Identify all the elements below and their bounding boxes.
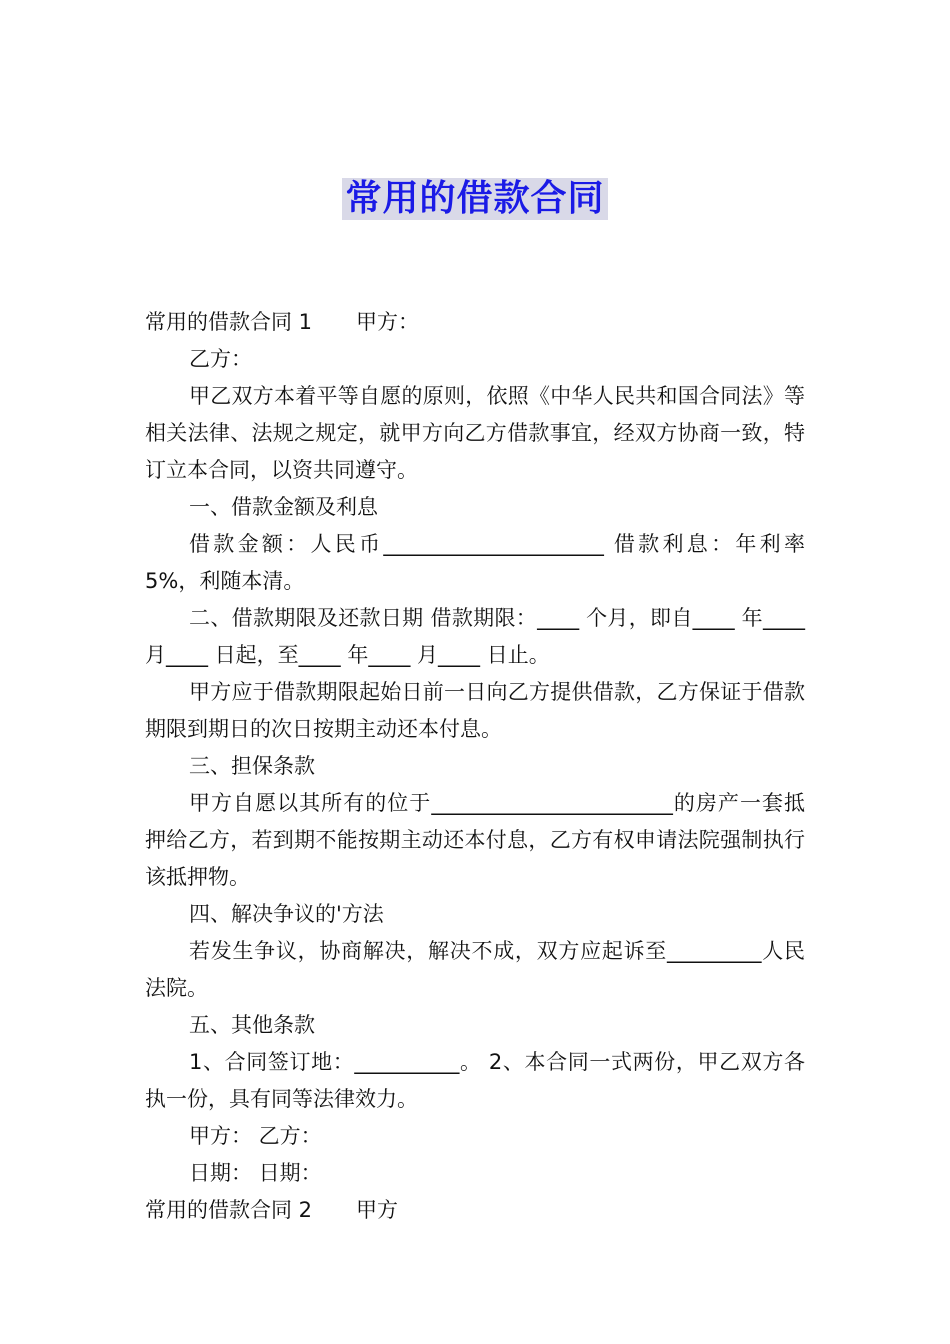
section-heading-contract-1 [145, 304, 805, 341]
document-body [145, 304, 805, 1229]
document-title: 常用的借款合同 [342, 178, 607, 220]
contract-1-label: 常用的借款合同 1 [145, 310, 313, 334]
clause-heading-amount: 一、借款金额及利息 [189, 495, 378, 519]
clause-heading-guarantee: 三、担保条款 [189, 754, 315, 778]
clause-term-paragraph: 二、借款期限及还款日期 借款期限：____ 个月，即自____ 年____ 月____ 日起，至____ 年____ 月____ 日止。 [145, 606, 805, 667]
preamble-paragraph: 甲乙双方本着平等自愿的原则，依照《中华人民共和国合同法》等相关法律、法规之规定，就甲方向乙方借款事宜，经双方协商一致，特订立本合同，以资共同遵守。 [145, 384, 805, 482]
clause-heading-other: 五、其他条款 [189, 1013, 315, 1037]
clause-other-paragraph: 1、合同签订地：__________。 2、本合同一式两份，甲乙双方各执一份，具有同等法律效力。 [145, 1050, 805, 1111]
clause-payment-paragraph: 甲方应于借款期限起始日前一日向乙方提供借款，乙方保证于借款期限到期日的次日按期主动还本付息。 [145, 680, 805, 741]
signature-parties-line: 甲方： 乙方： [189, 1124, 322, 1148]
title-container [0, 178, 950, 220]
contract-2-label: 常用的借款合同 2 [145, 1198, 313, 1222]
party-b-line: 乙方： [189, 347, 252, 371]
party-a-label-2: 甲方 [356, 1198, 399, 1222]
clause-guarantee-paragraph: 甲方自愿以其所有的位于_______________________的房产一套抵押给乙方，若到期不能按期主动还本付息，乙方有权申请法院强制执行该抵押物。 [145, 791, 805, 889]
section-heading-contract-2 [145, 1192, 805, 1229]
clause-amount-paragraph: 借款金额：人民币_____________________ 借款利息：年利率 5%，利随本清。 [145, 532, 805, 593]
clause-dispute-paragraph: 若发生争议，协商解决，解决不成，双方应起诉至_________人民法院。 [145, 939, 805, 1000]
party-a-label: 甲方： [356, 310, 420, 334]
clause-heading-dispute: 四、解决争议的'方法 [189, 902, 384, 926]
signature-dates-line: 日期： 日期： [189, 1161, 322, 1185]
